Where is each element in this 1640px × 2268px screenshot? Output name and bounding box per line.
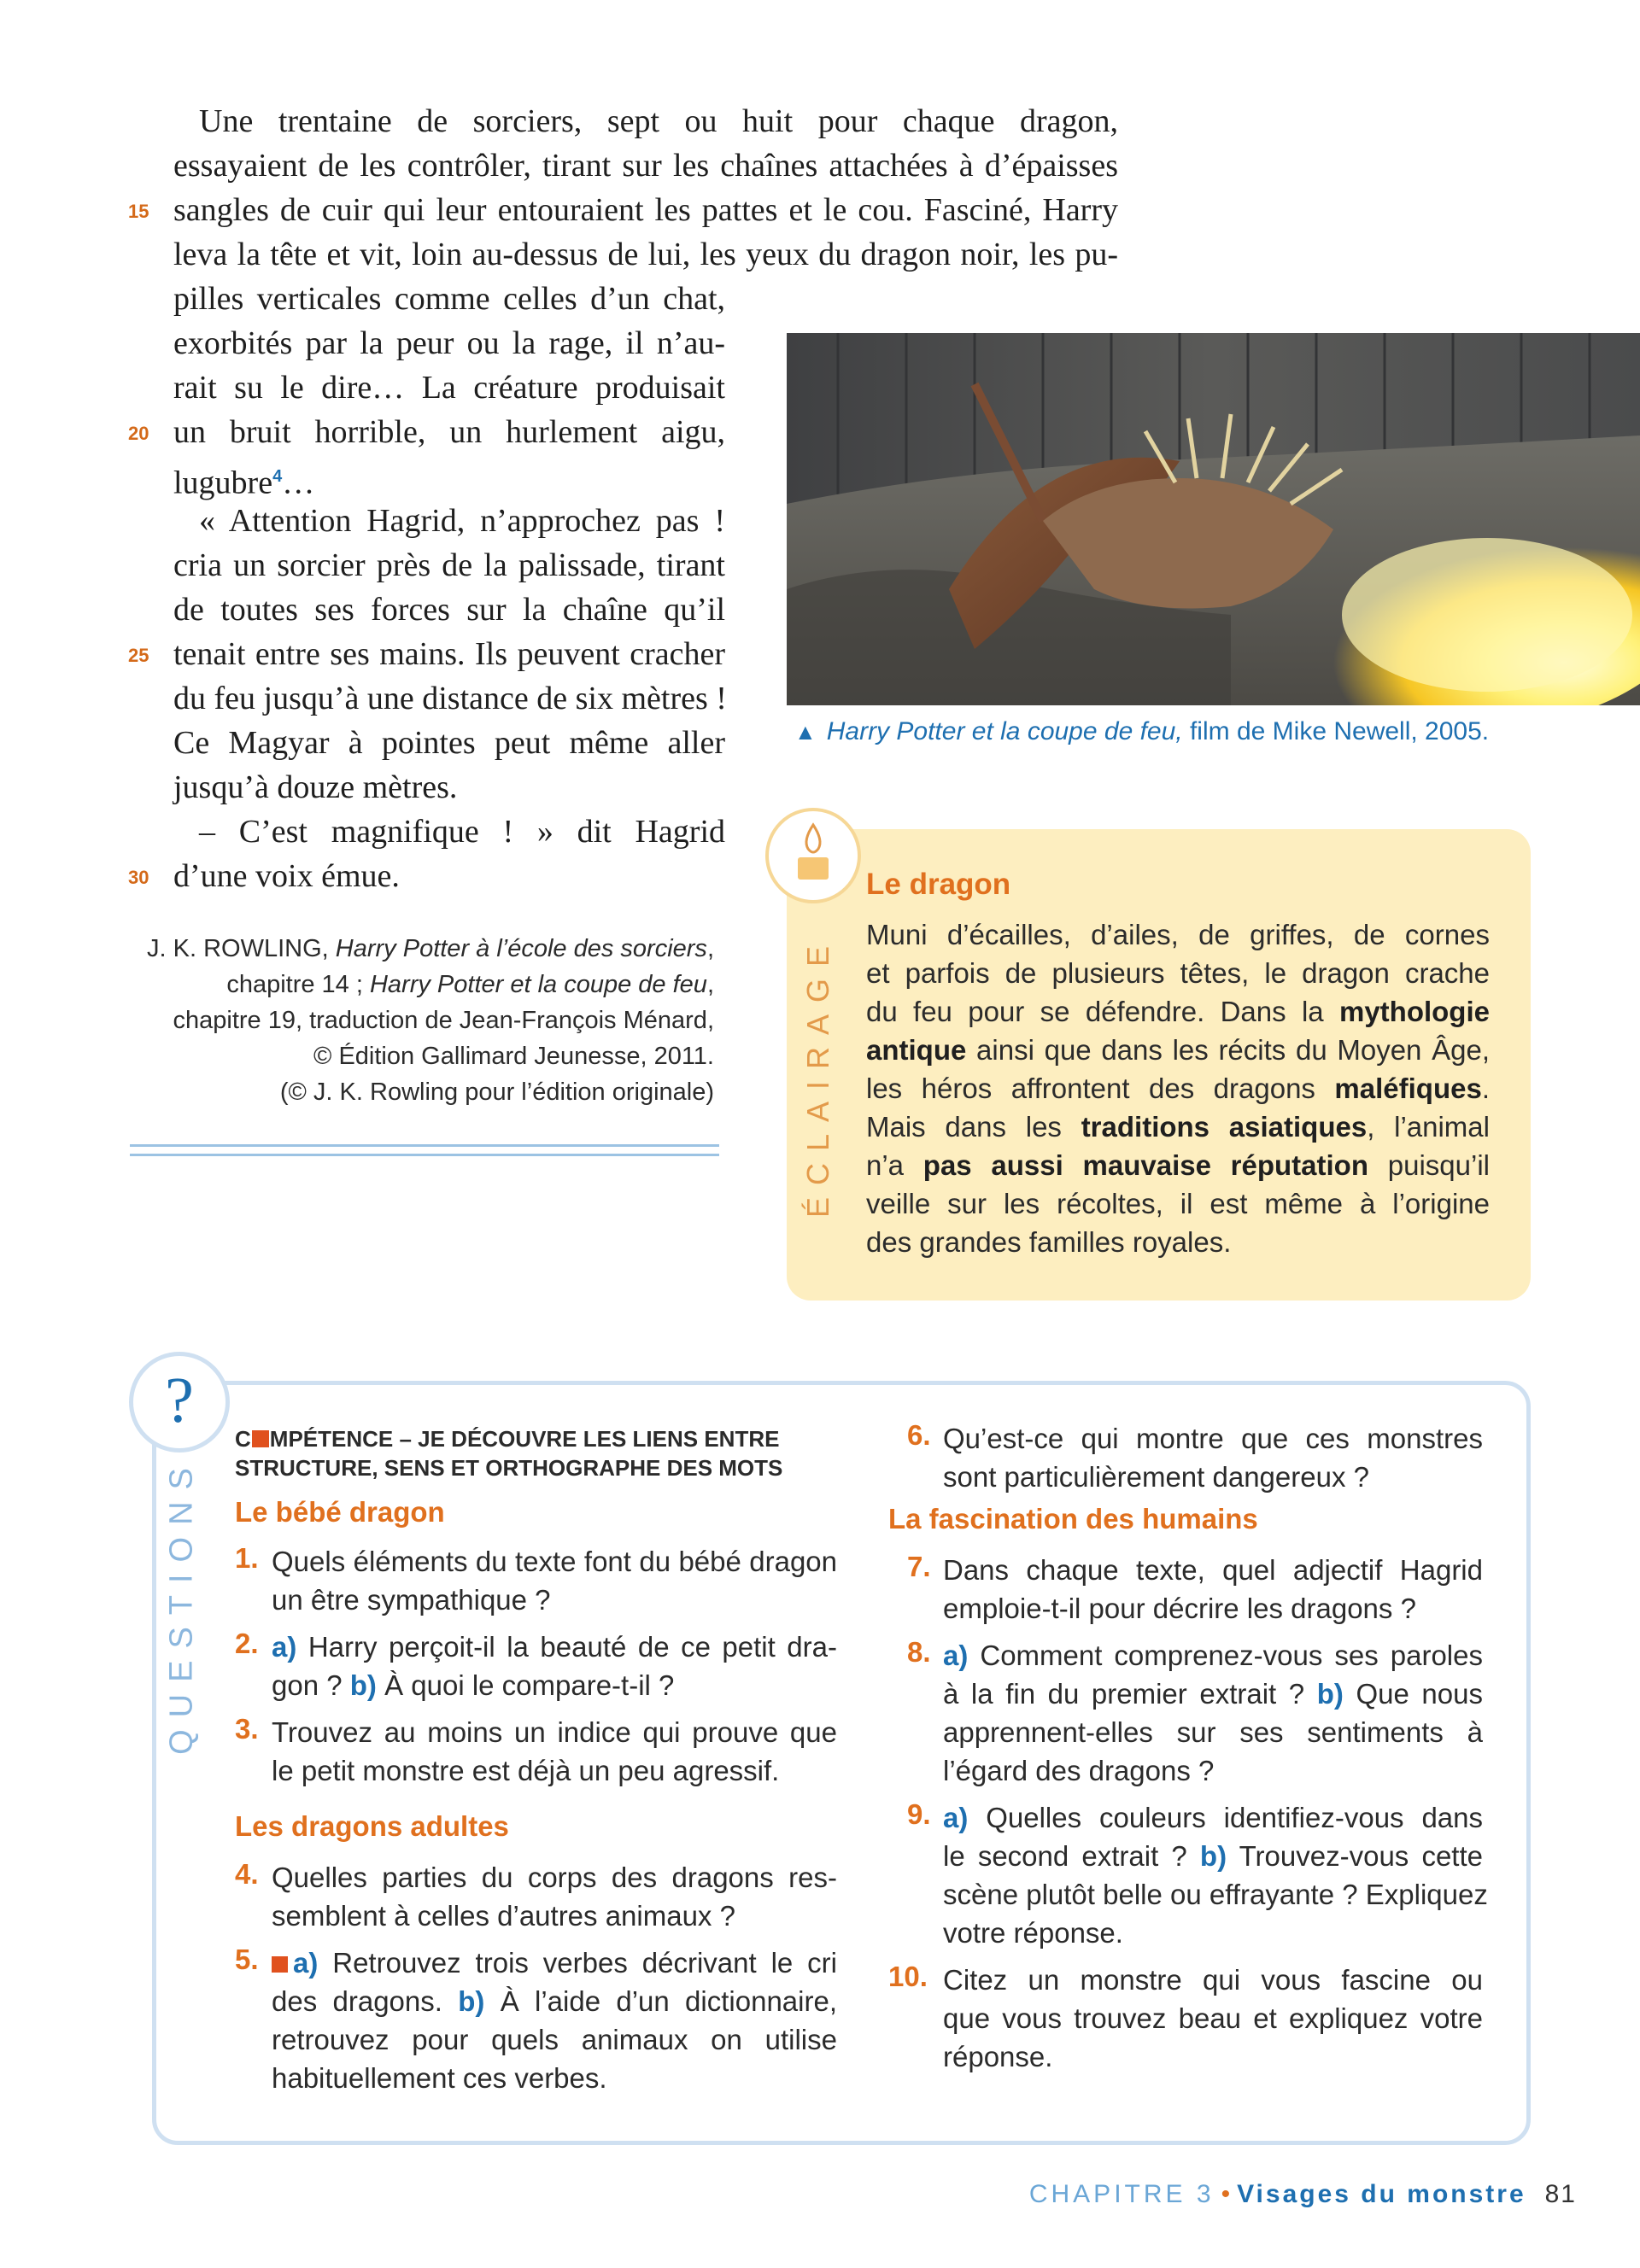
- passage-line: essayaient de les contrôler, tirant sur les chaînes attachées à d’épaisses: [173, 148, 1118, 184]
- question-mark-icon: ?: [129, 1352, 230, 1453]
- passage-line: de toutes ses forces sur la chaîne qu’il: [173, 592, 725, 628]
- passage-line: « Attention Hagrid, n’approchez pas !: [199, 503, 725, 539]
- passage-line: tenait entre ses mains. Ils peuvent cracher: [173, 636, 725, 672]
- line-number: 30: [128, 867, 149, 888]
- dragon-image-illustration: [787, 333, 1640, 705]
- passage-line: d’une voix émue.: [173, 858, 400, 894]
- chapter-label: CHAPITRE 3: [1028, 2180, 1215, 2208]
- eclairage-label: ÉCLAIRAGE: [800, 933, 835, 1219]
- orange-square-icon: [252, 1430, 269, 1447]
- section-heading: Le bébé dragon: [235, 1496, 445, 1528]
- passage-line: un bruit horrible, un hurlement aigu,: [173, 414, 725, 450]
- line-number: 15: [128, 201, 149, 222]
- page-footer: [1029, 2180, 1577, 2209]
- passage-line: cria un sorcier près de la palissade, tirant: [173, 547, 725, 583]
- passage-line: sangles de cuir qui leur entouraient les pattes et le cou. Fasciné, Harry: [173, 192, 1118, 228]
- eclairage-text: Muni d’écailles, d’ailes, de griffes, de cornes et parfois de plusieurs têtes, le dragon crache du feu pour se défendre. Dans la mythologie antique ainsi que dans les récits du Moyen Âge, les héros affrontent des dragons maléfiques. Mais dans les traditions asiatiques, l’animal n’a pas aussi mauvaise réputation puisqu’il veille sur les récoltes, il est même à l’origine des grandes familles royales.: [866, 919, 1490, 1258]
- divider-rule: [130, 1144, 719, 1147]
- orange-square-icon: [272, 1956, 288, 1973]
- line-number: 25: [128, 645, 149, 666]
- passage-line: leva la tête et vit, loin au-dessus de lui, les yeux du dragon noir, les pu-: [173, 237, 1118, 272]
- passage-line: rait su le dire… La créature produisait: [173, 370, 725, 406]
- questions-label: QUESTIONS: [163, 1456, 200, 1755]
- passage-line: jusqu’à douze mètres.: [173, 769, 458, 805]
- passage-line: pilles verticales comme celles d’un chat,: [173, 281, 725, 317]
- source-citation: J. K. ROWLING, Harry Potter à l’école des sorciers, chapitre 14 ; Harry Potter et la coupe de feu, chapitre 19, traduction de Jean-François Ménard, © Édition Gallimard Jeunesse, 2011. (© J. K. Rowling pour l’édition originale): [147, 935, 714, 1106]
- photo-caption: ▲ Harry Potter et la coupe de feu, film de Mike Newell, 2005.: [794, 717, 1490, 745]
- passage-line: exorbités par la peur ou la rage, il n’au-: [173, 325, 725, 361]
- footnote-mark: 4: [272, 467, 283, 486]
- passage-line: Une trentaine de sorciers, sept ou huit pour chaque dragon,: [199, 103, 1118, 139]
- competence-heading: C MPÉTENCE – JE DÉCOUVRE LES LIENS ENTRE STRUCTURE, SENS ET ORTHOGRAPHE DES MOTS: [235, 1426, 783, 1481]
- section-heading: Les dragons adultes: [235, 1810, 509, 1842]
- chapter-title: Visages du monstre: [1237, 2180, 1526, 2208]
- bullet-icon: •: [1221, 2180, 1231, 2208]
- passage-line: lugubre$^4$…: [173, 465, 315, 501]
- section-heading: La fascination des humains: [888, 1503, 1258, 1534]
- triangle-up-icon: ▲: [794, 719, 817, 745]
- candle-icon: [765, 808, 861, 903]
- passage-line: du feu jusqu’à une distance de six mètres !: [173, 681, 727, 716]
- line-number: 20: [128, 423, 149, 444]
- passage-line: Ce Magyar à pointes peut même aller: [173, 725, 725, 761]
- page-number: 81: [1544, 2180, 1577, 2208]
- dragon-film-still: [787, 333, 1640, 705]
- passage-line: – C’est magnifique ! » dit Hagrid: [199, 814, 725, 850]
- eclairage-title: Le dragon: [866, 868, 1011, 901]
- divider-rule: [130, 1154, 719, 1156]
